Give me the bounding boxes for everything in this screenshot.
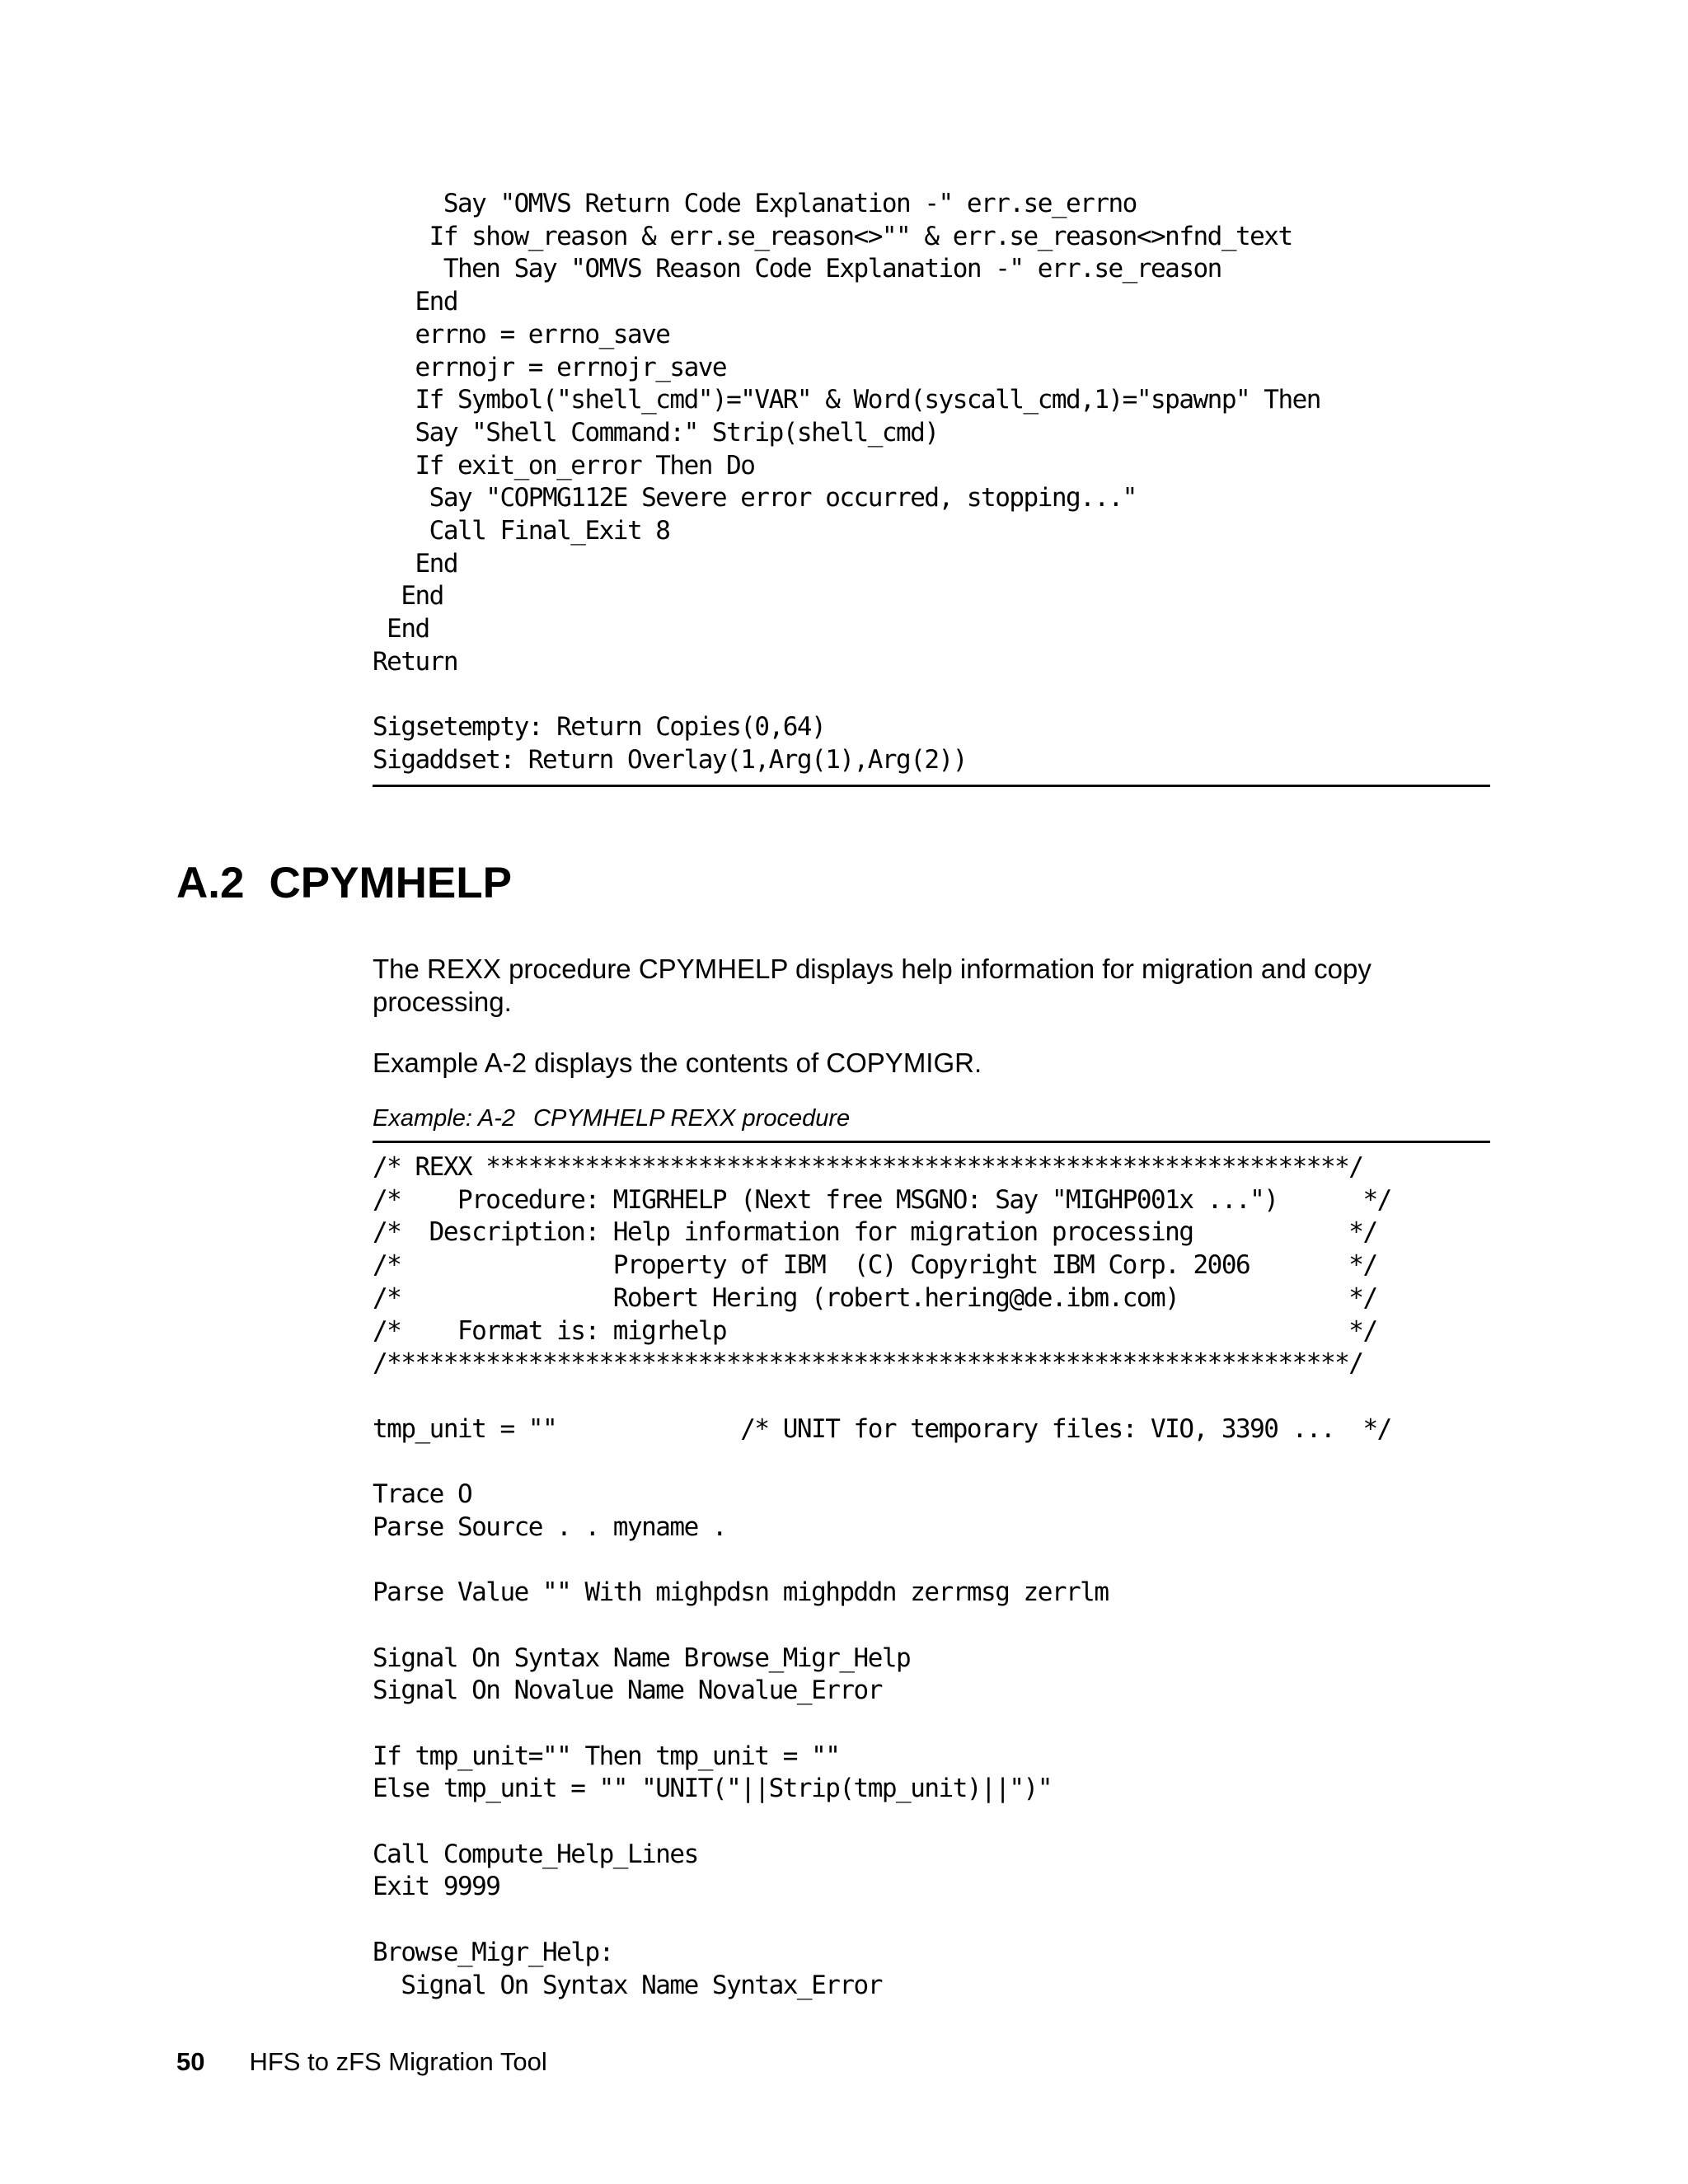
code-listing-example: /* REXX *************************************************************/ /* Procedure: MIGRHELP (Next free MSGNO: Say "MIGHP001x ...") */ /* Description: Help information for migration processing */ /* Property of IBM (C) Copyright IBM Corp. 2006 */ /* Robert Hering (robert.hering@de.ibm.com) */ /* Format is: migrhelp */ /********************************************************************/ tmp_unit = "" /* UNIT for temporary files: VIO, 3390 ... */ Trace O Parse Source . . myname . Parse Value "" With mighpdsn mighpddn zerrmsg zerrlm Signal On Syntax Name Browse_Migr_Help Signal On Novalue Name Novalue_Error If tmp_unit="" Then tmp_unit = "" Else tmp_unit = "" "UNIT("||Strip(tmp_unit)||")" Call Compute_Help_Lines Exit 9999 Browse_Migr_Help: Signal On Syntax Name Syntax_Error	[373, 1152, 1391, 2000]
section-number: A.2	[176, 859, 245, 907]
example-label: Example: A-2	[373, 1105, 515, 1132]
example-title: CPYMHELP REXX procedure	[533, 1105, 851, 1132]
body-paragraph: The REXX procedure CPYMHELP displays help information for migration and copy processing.	[373, 954, 1372, 1017]
book-title: HFS to zFS Migration Tool	[249, 2047, 547, 2076]
body-paragraph: Example A-2 displays the contents of COPYMIGR.	[373, 1047, 982, 1078]
code-listing-continued: Say "OMVS Return Code Explanation -" err.se_errno If show_reason & err.se_reason<>"" & err.se_reason<>nfnd_text Then Say "OMVS Reason Code Explanation -" err.se_reason End errno = errno_save errnojr = errnojr_save If Symbol("shell_cmd")="VAR" & Word(syscall_cmd,1)="spawnp" Then Say "Shell Command:" Strip(shell_cmd) If exit_on_error Then Do Say "COPMG112E Severe error occurred, stopping..." Call Final_Exit 8 End End End Return Sigsetempty: Return Copies(0,64) Sigaddset: Return Overlay(1,Arg(1),Arg(2))	[373, 189, 1320, 775]
section-title: CPYMHELP	[269, 859, 512, 907]
section-heading	[176, 857, 512, 910]
page-footer	[176, 2046, 547, 2078]
code-end-rule	[373, 785, 1490, 787]
example-top-rule	[373, 1141, 1490, 1143]
page-number: 50	[176, 2047, 205, 2076]
example-caption	[373, 1104, 850, 1132]
